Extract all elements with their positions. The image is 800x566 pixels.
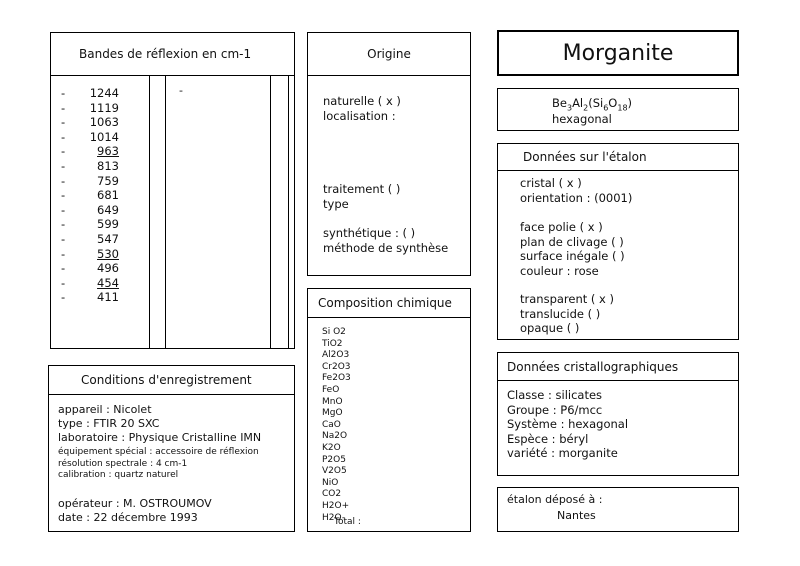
crystallo-header: [498, 353, 738, 381]
band-row: [61, 290, 141, 305]
band-value: 681: [97, 188, 119, 203]
band-value: 759: [97, 173, 119, 188]
band-value: 411: [97, 290, 119, 305]
bands-list: [61, 86, 141, 305]
band-dash: -: [61, 261, 66, 276]
standard-line: couleur : rose: [520, 263, 599, 278]
origin-header: [308, 33, 470, 76]
special-equipment: équipement spécial : accessoire de réflexion: [58, 447, 259, 457]
composition-title: Composition chimique: [318, 296, 452, 310]
band-value: 1063: [89, 115, 119, 130]
standard-block-2: [520, 220, 625, 278]
instrument-type: type : FTIR 20 SXC: [58, 417, 160, 430]
standard-panel: [497, 143, 739, 340]
formula: $Be_3Al_2(Si_6O_{18})$: [552, 96, 633, 113]
band-dash: -: [61, 115, 66, 130]
standard-title: Données sur l'étalon: [523, 150, 647, 164]
origin-block-1: [323, 94, 401, 123]
crystallo-title: Données cristallographiques: [507, 359, 679, 374]
recording-panel: [48, 365, 295, 532]
band-value: 599: [97, 217, 119, 232]
band-row: [61, 217, 141, 232]
recording-header: [49, 366, 294, 395]
oxide-label: Fe2O3: [322, 373, 351, 384]
reflection-panel: [50, 32, 295, 349]
band-dash: -: [61, 290, 66, 305]
band-dash: -: [61, 129, 66, 144]
composition-total: Total :: [334, 517, 361, 527]
band-row: [61, 188, 141, 203]
oxide-label: P2O5: [322, 454, 346, 465]
deposit-place: Nantes: [557, 509, 596, 522]
deposit-label: étalon déposé à :: [507, 493, 603, 506]
mineral-name-panel: [497, 30, 739, 76]
band-row: [61, 276, 141, 291]
crystallo-line: Espèce : béryl: [507, 431, 589, 446]
crystallo-block: [507, 388, 628, 461]
band-dash: -: [61, 275, 66, 290]
reflection-divider-1: [149, 76, 150, 348]
standard-block-1: [520, 176, 632, 205]
band-dash: -: [61, 100, 66, 115]
origin-line: naturelle ( x ): [323, 94, 401, 108]
composition-list: [322, 327, 351, 524]
band-row: [61, 130, 141, 145]
band-dash: -: [61, 231, 66, 246]
crystallo-line: variété : morganite: [507, 446, 618, 461]
origin-block-2: [323, 182, 400, 211]
crystal-system: hexagonal: [552, 112, 612, 126]
origin-block-3: [323, 226, 448, 255]
band-value: 496: [97, 261, 119, 276]
oxide-label: NiO: [322, 477, 339, 488]
band-value: 649: [97, 202, 119, 217]
band-row: [61, 144, 141, 159]
oxide-label: CaO: [322, 419, 341, 430]
band-dash: -: [61, 217, 66, 232]
oxide-label: TiO2: [322, 338, 343, 349]
apparatus: appareil : Nicolet: [58, 403, 152, 416]
recording-title: Conditions d'enregistrement: [81, 373, 252, 387]
oxide-label: H2O-: [322, 512, 346, 523]
band-row: [61, 203, 141, 218]
reflection-divider-3: [270, 76, 271, 348]
operator: opérateur : M. OSTROUMOV: [58, 497, 212, 510]
crystallo-line: Classe : silicates: [507, 388, 603, 402]
standard-block-3: [520, 292, 614, 336]
oxide-label: Al2O3: [322, 350, 350, 361]
recording-block-1: [58, 403, 261, 445]
band-value: 547: [97, 231, 119, 246]
band-row: [61, 101, 141, 116]
composition-panel: [307, 288, 471, 532]
resolution: résolution spectrale : 4 cm-1: [58, 458, 188, 469]
standard-line: surface inégale ( ): [520, 249, 625, 264]
oxide-label: Cr2O3: [322, 361, 351, 372]
standard-line: translucide ( ): [520, 306, 601, 321]
oxide-label: CO2: [322, 489, 342, 500]
band-row: [61, 232, 141, 247]
band-row: [61, 86, 141, 101]
oxide-label: H2O+: [322, 500, 350, 511]
band-value: 530: [97, 246, 119, 261]
composition-header: [308, 289, 470, 318]
band-row: [61, 247, 141, 262]
band-dash: -: [61, 173, 66, 188]
mineral-name: Morganite: [562, 40, 674, 66]
standard-line: opaque ( ): [520, 321, 580, 336]
band-value: 1244: [89, 86, 119, 100]
band-row: [61, 159, 141, 174]
oxide-label: Si O2: [322, 327, 346, 337]
deposit-panel: [497, 487, 739, 532]
formula-panel: [497, 88, 739, 131]
oxide-label: MnO: [322, 396, 343, 407]
laboratory: laboratoire : Physique Cristalline IMN: [58, 431, 262, 444]
origin-panel: [307, 32, 471, 276]
reflection-divider-4: [288, 76, 289, 348]
band-value: 963: [97, 144, 119, 159]
oxide-label: Na2O: [322, 431, 348, 442]
band-dash: -: [61, 188, 66, 203]
band-dash: -: [61, 158, 66, 173]
band-dash: -: [61, 144, 66, 159]
band-value: 454: [97, 275, 119, 290]
record-date: date : 22 décembre 1993: [58, 511, 198, 524]
crystallo-line: Système : hexagonal: [507, 417, 629, 432]
recording-block-3: [58, 497, 212, 525]
reflection-header: [51, 33, 294, 76]
origin-line: localisation :: [323, 108, 396, 123]
standard-line: orientation : (0001): [520, 190, 633, 205]
origin-line: type: [323, 196, 349, 211]
origin-line: méthode de synthèse: [323, 240, 449, 255]
origin-line: synthétique : ( ): [323, 226, 416, 240]
oxide-label: K2O: [322, 442, 341, 453]
standard-line: transparent ( x ): [520, 292, 615, 306]
band-row: [61, 261, 141, 276]
origin-title: Origine: [367, 47, 411, 61]
band-value: 1119: [89, 100, 119, 115]
standard-line: face polie ( x ): [520, 220, 603, 234]
reflection-divider-2: [165, 76, 166, 348]
band-value: 813: [97, 158, 119, 173]
band-dash: -: [61, 86, 66, 100]
oxide-label: FeO: [322, 384, 340, 395]
crystallo-panel: [497, 352, 739, 476]
band-dash: -: [61, 246, 66, 261]
origin-line: traitement ( ): [323, 182, 401, 196]
band-value: 1014: [89, 129, 119, 144]
oxide-label: V2O5: [322, 466, 347, 477]
standard-header: [498, 144, 738, 171]
calibration: calibration : quartz naturel: [58, 470, 179, 481]
band-dash: -: [61, 202, 66, 217]
crystallo-line: Groupe : P6/mcc: [507, 402, 603, 417]
second-column-mark: -: [179, 84, 183, 97]
oxide-label: MgO: [322, 408, 343, 419]
reflection-title: Bandes de réflexion en cm-1: [79, 47, 252, 61]
standard-line: cristal ( x ): [520, 176, 582, 190]
standard-line: plan de clivage ( ): [520, 234, 624, 249]
band-row: [61, 115, 141, 130]
band-row: [61, 174, 141, 189]
recording-block-2: [58, 447, 259, 482]
